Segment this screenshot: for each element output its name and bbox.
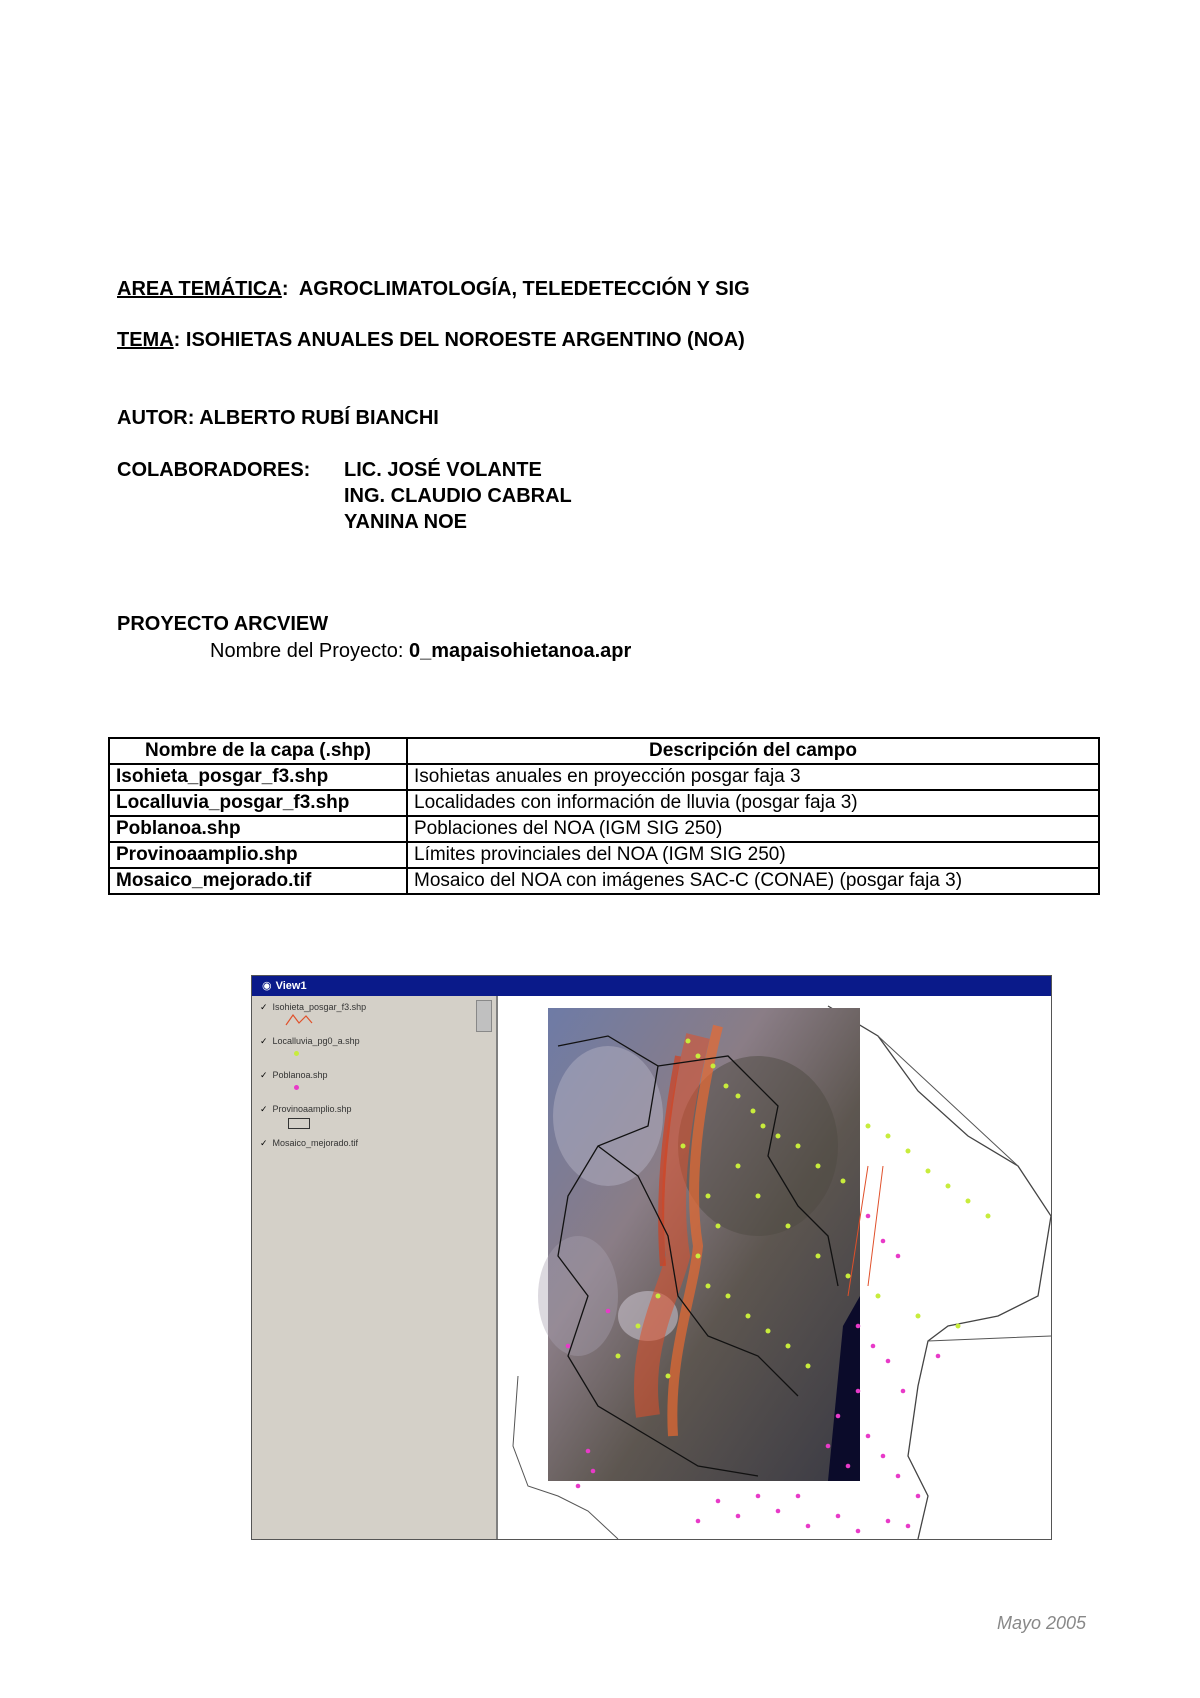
toc-layer-label: Poblanoa.shp (272, 1070, 328, 1080)
toc-layer[interactable] (260, 1070, 328, 1081)
colab-label: COLABORADORES: (117, 459, 311, 481)
toc-layer-label: Isohieta_posgar_f3.shp (272, 1002, 367, 1012)
project-name-value: 0_mapaisohietanoa.apr (408, 640, 632, 662)
table-cell-layer: Poblanoa.shp (109, 816, 407, 842)
line-symbol-icon (284, 1013, 314, 1027)
table-cell-desc: Poblaciones del NOA (IGM SIG 250) (407, 816, 1099, 842)
area-sep: : (281, 278, 289, 300)
table-of-contents (252, 996, 498, 1539)
window-title: View1 (275, 980, 307, 992)
arcview-window (251, 975, 1052, 1540)
tema-label: TEMA (117, 329, 174, 351)
area-label: AREA TEMÁTICA (117, 278, 282, 300)
table-cell-desc: Mosaico del NOA con imágenes SAC-C (CONAE) (posgar faja 3) (407, 868, 1099, 894)
check-icon[interactable]: ✓ (260, 1002, 268, 1012)
toc-layer-label: Localluvia_pg0_a.shp (272, 1036, 360, 1046)
check-icon[interactable]: ✓ (260, 1138, 268, 1148)
table-header-cell: Descripción del campo (407, 738, 1099, 764)
table-cell-layer: Mosaico_mejorado.tif (109, 868, 407, 894)
table-row (109, 868, 1099, 894)
toc-layer-label: Provinoaamplio.shp (272, 1104, 352, 1114)
point-symbol-icon (294, 1051, 299, 1056)
autor-line: AUTOR: ALBERTO RUBÍ BIANCHI (117, 407, 439, 429)
polygon-symbol-icon (288, 1118, 310, 1129)
view-icon: ◉ (262, 980, 272, 992)
footer-date: Mayo 2005 (997, 1613, 1087, 1633)
area-line (117, 278, 750, 301)
tema-line (117, 329, 745, 352)
toc-layer[interactable] (260, 1138, 358, 1149)
window-titlebar[interactable] (252, 976, 1051, 996)
map-image (498, 996, 1051, 1539)
project-name-line (210, 640, 631, 663)
table-row (109, 842, 1099, 868)
check-icon[interactable]: ✓ (260, 1104, 268, 1114)
table-cell-desc: Isohietas anuales en proyección posgar faja 3 (407, 764, 1099, 790)
colab-item: LIC. JOSÉ VOLANTE (344, 459, 542, 481)
table-row (109, 816, 1099, 842)
area-value: AGROCLIMATOLOGÍA, TELEDETECCIÓN Y SIG (298, 278, 750, 300)
colab-item: ING. CLAUDIO CABRAL (344, 485, 572, 507)
map-canvas[interactable] (498, 996, 1051, 1539)
toc-layer[interactable] (260, 1036, 360, 1047)
table-header-cell: Nombre de la capa (.shp) (109, 738, 407, 764)
toc-layer-label: Mosaico_mejorado.tif (272, 1138, 359, 1148)
check-icon[interactable]: ✓ (260, 1070, 268, 1080)
tema-sep: : (173, 329, 181, 351)
table-cell-layer: Provinoaamplio.shp (109, 842, 407, 868)
table-cell-layer: Isohieta_posgar_f3.shp (109, 764, 407, 790)
project-name-label: Nombre del Proyecto: (210, 640, 409, 662)
scrollbar[interactable] (476, 1000, 492, 1032)
point-symbol-icon (294, 1085, 299, 1090)
table-row (109, 790, 1099, 816)
toc-layer[interactable] (260, 1104, 352, 1115)
project-heading: PROYECTO ARCVIEW (117, 613, 329, 635)
toc-layer[interactable] (260, 1002, 366, 1013)
table-cell-desc: Localidades con información de lluvia (posgar faja 3) (407, 790, 1099, 816)
table-cell-desc: Límites provinciales del NOA (IGM SIG 250) (407, 842, 1099, 868)
check-icon[interactable]: ✓ (260, 1036, 268, 1046)
layers-table (108, 737, 1100, 895)
table-cell-layer: Localluvia_posgar_f3.shp (109, 790, 407, 816)
tema-value: ISOHIETAS ANUALES DEL NOROESTE ARGENTINO (NOA) (185, 329, 745, 351)
table-header-row (109, 738, 1099, 764)
colab-item: YANINA NOE (344, 511, 467, 533)
table-row (109, 764, 1099, 790)
